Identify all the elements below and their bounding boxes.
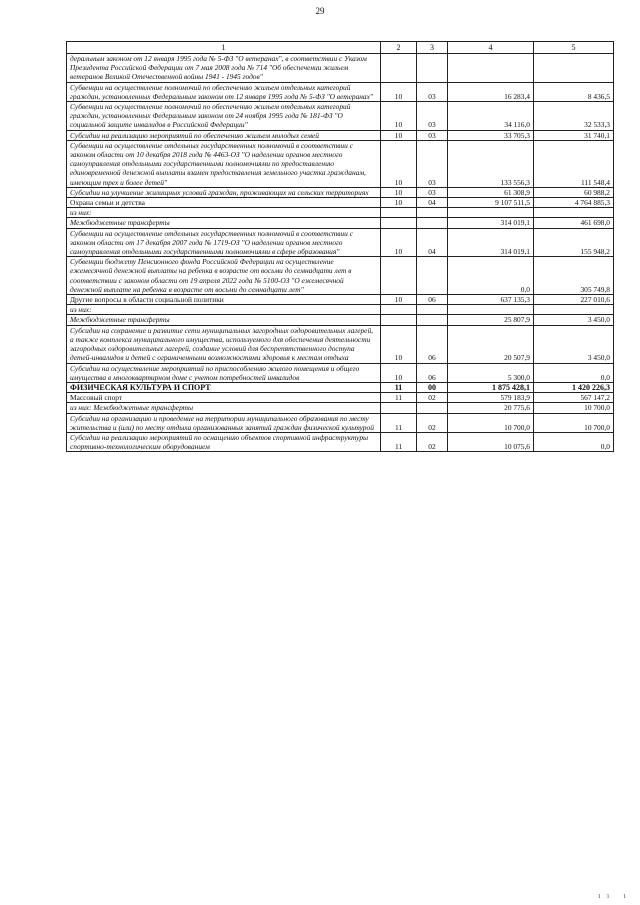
- row-amount-col4: [448, 305, 534, 315]
- row-amount-col4: 20 775,6: [448, 403, 534, 413]
- row-description: из них:: [67, 208, 381, 218]
- table-row: [67, 325, 614, 363]
- row-amount-col5: [534, 54, 614, 83]
- row-section-code: [381, 403, 417, 413]
- column-header-2: 2: [381, 42, 417, 54]
- row-amount-col4: 637 135,3: [448, 295, 534, 305]
- row-subsection-code: 03: [417, 102, 448, 131]
- row-amount-col4: [448, 54, 534, 83]
- row-section-code: 10: [381, 295, 417, 305]
- row-subsection-code: [417, 305, 448, 315]
- row-subsection-code: 02: [417, 432, 448, 451]
- table-row: [67, 140, 614, 187]
- row-section-code: 11: [381, 393, 417, 403]
- row-description: Субсидии на осуществление мероприятий по приспособлению жилого помещения и общего имущества в многоквартирном доме с учетом потребностей инвалидов: [67, 363, 381, 382]
- row-subsection-code: 06: [417, 363, 448, 382]
- row-amount-col4: 16 283,4: [448, 82, 534, 101]
- row-amount-col4: [448, 208, 534, 218]
- row-section-code: 10: [381, 130, 417, 140]
- row-subsection-code: [417, 257, 448, 295]
- row-description: Субсидии на организацию и проведение на территории муниципального образования по месту жительства и (или) по месту отдыха организованных занятий граждан физической культурой: [67, 413, 381, 432]
- row-amount-col5: 31 740,1: [534, 130, 614, 140]
- row-section-code: [381, 305, 417, 315]
- row-section-code: 10: [381, 82, 417, 101]
- table-row: [67, 102, 614, 131]
- row-subsection-code: 04: [417, 228, 448, 257]
- row-amount-col5: 32 533,3: [534, 102, 614, 131]
- row-amount-col4: 1 875 428,1: [448, 382, 534, 392]
- table-row: [67, 382, 614, 392]
- column-header-3: 3: [417, 42, 448, 54]
- row-description: Охрана семьи и детства: [67, 198, 381, 208]
- row-subsection-code: 02: [417, 393, 448, 403]
- row-amount-col5: 8 436,5: [534, 82, 614, 101]
- row-amount-col5: 10 700,0: [534, 403, 614, 413]
- row-description: ФИЗИЧЕСКАЯ КУЛЬТУРА И СПОРТ: [67, 382, 381, 392]
- column-header-4: 4: [448, 42, 534, 54]
- row-amount-col5: 155 948,2: [534, 228, 614, 257]
- row-amount-col5: 0,0: [534, 432, 614, 451]
- table-row: [67, 257, 614, 295]
- row-description: деральным законом от 12 января 1995 года № 5-ФЗ "О ветеранах", в соответствии с Указом Президента Российской Федерации от 7 мая 2008 года № 714 "Об обеспечении жильем ветеранов Великой Отечественной войны 1941 - 1945 годов": [67, 54, 381, 83]
- row-subsection-code: 03: [417, 187, 448, 197]
- column-header-5: 5: [534, 42, 614, 54]
- row-amount-col4: 10 700,0: [448, 413, 534, 432]
- row-section-code: [381, 218, 417, 228]
- row-description: из них:: [67, 305, 381, 315]
- row-subsection-code: 06: [417, 295, 448, 305]
- row-section-code: [381, 315, 417, 325]
- row-section-code: 10: [381, 198, 417, 208]
- row-amount-col5: 60 988,2: [534, 187, 614, 197]
- row-subsection-code: 06: [417, 325, 448, 363]
- row-amount-col5: 461 698,0: [534, 218, 614, 228]
- row-description: Субсидии на сохранение и развитие сети муниципальных загородных оздоровительных лагерей, а также комплекса муниципального имущества, используемого для обеспечения деятельности загородных оздоровительных лагерей, создание условий для беспрепятственного доступа детей-инвалидов и детей с ограниченными возможностями здоровья к местам отдыха: [67, 325, 381, 363]
- row-section-code: 11: [381, 382, 417, 392]
- table-row: [67, 432, 614, 451]
- row-amount-col5: 3 450,0: [534, 325, 614, 363]
- row-amount-col5: 0,0: [534, 363, 614, 382]
- row-amount-col5: 10 700,0: [534, 413, 614, 432]
- row-section-code: [381, 208, 417, 218]
- row-amount-col4: 5 300,0: [448, 363, 534, 382]
- row-amount-col4: 579 183,9: [448, 393, 534, 403]
- table-row: [67, 403, 614, 413]
- column-header-1: 1: [67, 42, 381, 54]
- row-amount-col5: 227 010,6: [534, 295, 614, 305]
- table-row: [67, 82, 614, 101]
- row-description: Субвенции на осуществление отдельных государственных полномочий в соответствии с законом области от 17 декабря 2007 года № 1719-ОЗ "О наделении органов местного самоуправления отдельными государственными полномочиями в сфере образования": [67, 228, 381, 257]
- row-amount-col4: 20 507,9: [448, 325, 534, 363]
- row-section-code: 10: [381, 228, 417, 257]
- table-header-row: [67, 42, 614, 54]
- row-amount-col4: 25 807,9: [448, 315, 534, 325]
- table-row: [67, 198, 614, 208]
- table-row: [67, 218, 614, 228]
- footer-marks: 11 1: [597, 894, 632, 900]
- table-row: [67, 228, 614, 257]
- row-subsection-code: 03: [417, 82, 448, 101]
- row-subsection-code: 03: [417, 130, 448, 140]
- row-description: Субвенции на осуществление полномочий по обеспечению жильем отдельных категорий граждан, установленных Федеральным законом от 24 ноября 1995 года № 181-ФЗ "О социальной защите инвалидов в Российской Федерации": [67, 102, 381, 131]
- row-subsection-code: 00: [417, 382, 448, 392]
- row-description: Субсидии на улучшение жилищных условий граждан, проживающих на сельских территориях: [67, 187, 381, 197]
- table-row: [67, 295, 614, 305]
- row-section-code: [381, 54, 417, 83]
- table-row: [67, 187, 614, 197]
- row-subsection-code: [417, 218, 448, 228]
- row-amount-col4: 33 705,3: [448, 130, 534, 140]
- row-subsection-code: 04: [417, 198, 448, 208]
- table-row: [67, 413, 614, 432]
- row-description: Межбюджетные трансферты: [67, 315, 381, 325]
- row-description: Массовый спорт: [67, 393, 381, 403]
- table-row: [67, 208, 614, 218]
- row-description: Межбюджетные трансферты: [67, 218, 381, 228]
- row-amount-col5: 111 548,4: [534, 140, 614, 187]
- row-section-code: 10: [381, 363, 417, 382]
- row-amount-col4: 9 107 511,5: [448, 198, 534, 208]
- row-description: Другие вопросы в области социальной политики: [67, 295, 381, 305]
- row-amount-col5: [534, 305, 614, 315]
- row-description: Субвенции на осуществление отдельных государственных полномочий в соответствии с законом области от 10 декабря 2018 года № 4463-ОЗ "О наделении органов местного самоуправления отдельными государственными полномочиями по предоставлению единовременной денежной выплаты взамен предоставления земельного участка гражданам, имеющим трех и более детей": [67, 140, 381, 187]
- row-subsection-code: [417, 208, 448, 218]
- row-section-code: [381, 257, 417, 295]
- row-amount-col5: 305 749,8: [534, 257, 614, 295]
- row-subsection-code: [417, 54, 448, 83]
- table-row: [67, 363, 614, 382]
- row-description: Субсидии на реализацию мероприятий по обеспечению жильем молодых семей: [67, 130, 381, 140]
- table-row: [67, 130, 614, 140]
- table-row: [67, 315, 614, 325]
- row-amount-col4: 0,0: [448, 257, 534, 295]
- row-amount-col5: 4 764 885,3: [534, 198, 614, 208]
- row-section-code: 10: [381, 140, 417, 187]
- row-amount-col5: 3 450,0: [534, 315, 614, 325]
- row-amount-col5: 1 420 226,3: [534, 382, 614, 392]
- row-section-code: 10: [381, 187, 417, 197]
- row-subsection-code: [417, 403, 448, 413]
- row-section-code: 11: [381, 413, 417, 432]
- row-amount-col4: 314 019,1: [448, 228, 534, 257]
- row-description: Субсидии на реализацию мероприятий по оснащению объектов спортивной инфраструктуры спортивно-технологическим оборудованием: [67, 432, 381, 451]
- row-subsection-code: 03: [417, 140, 448, 187]
- row-amount-col4: 314 019,1: [448, 218, 534, 228]
- row-amount-col5: [534, 208, 614, 218]
- row-description: Субвенции на осуществление полномочий по обеспечению жильем отдельных категорий граждан, установленных Федеральным законом от 12 января 1995 года № 5-ФЗ "О ветеранах": [67, 82, 381, 101]
- row-subsection-code: [417, 315, 448, 325]
- row-description: из них: Межбюджетные трансферты: [67, 403, 381, 413]
- row-section-code: 10: [381, 325, 417, 363]
- row-amount-col4: 10 075,6: [448, 432, 534, 451]
- table-row: [67, 393, 614, 403]
- row-subsection-code: 02: [417, 413, 448, 432]
- row-section-code: 10: [381, 102, 417, 131]
- budget-table: [66, 41, 614, 452]
- row-amount-col4: 61 308,9: [448, 187, 534, 197]
- row-amount-col5: 567 147,2: [534, 393, 614, 403]
- row-amount-col4: 133 556,3: [448, 140, 534, 187]
- row-description: Субвенции бюджету Пенсионного фонда Российской Федерации на осуществление ежемесячной денежной выплаты на ребенка в возрасте от восьми до семнадцати лет в соответствии с законом области от 19 апреля 2022 года № 5100-ОЗ "О ежемесячной денежной выплате на ребенка в возрасте от восьми до семнадцати лет": [67, 257, 381, 295]
- row-amount-col4: 34 116,0: [448, 102, 534, 131]
- row-section-code: 11: [381, 432, 417, 451]
- page-number: 29: [315, 6, 325, 16]
- table-row: [67, 305, 614, 315]
- table-row: [67, 54, 614, 83]
